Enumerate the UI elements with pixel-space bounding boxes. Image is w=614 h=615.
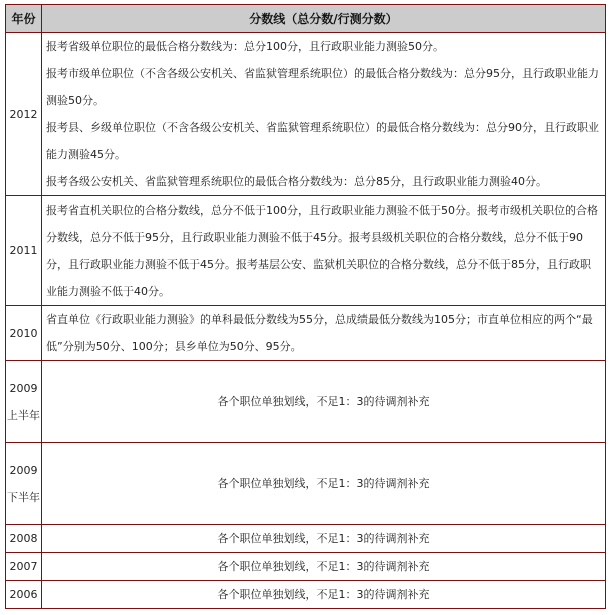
table-row xyxy=(6,443,606,525)
score-cell: 各个职位单独划线，不足1：3的待调剂补充 xyxy=(42,443,606,525)
header-row xyxy=(6,5,606,33)
score-cell: 各个职位单独划线，不足1：3的待调剂补充 xyxy=(42,361,606,443)
score-paragraph: 报考县、乡级单位职位（不含各级公安机关、省监狱管理系统职位）的最低合格分数线为：总分90分，且行政职业能力测验45分。 xyxy=(46,121,599,161)
table-row xyxy=(6,361,606,443)
header-year: 年份 xyxy=(6,5,42,33)
score-cell: 各个职位单独划线，不足1：3的待调剂补充 xyxy=(42,525,606,553)
year-cell: 2009下半年 xyxy=(6,443,42,525)
table-row xyxy=(6,525,606,553)
year-cell: 2011 xyxy=(6,196,42,306)
table-row xyxy=(6,553,606,581)
table-row xyxy=(6,196,606,306)
year-cell: 2009上半年 xyxy=(6,361,42,443)
score-cell: 各个职位单独划线，不足1：3的待调剂补充 xyxy=(42,581,606,609)
year-cell: 2006 xyxy=(6,581,42,609)
score-table xyxy=(5,4,606,609)
score-cell: 省直单位《行政职业能力测验》的单科最低分数线为55分，总成绩最低分数线为105分；市直单位相应的两个“最低”分别为50分、100分；县乡单位为50分、95分。 xyxy=(42,306,606,361)
score-paragraph: 报考省级单位职位的最低合格分数线为：总分100分，且行政职业能力测验50分。 xyxy=(46,40,444,53)
score-cell: 报考省直机关职位的合格分数线，总分不低于100分，且行政职业能力测验不低于50分。报考市级机关职位的合格分数线，总分不低于95分，且行政职业能力测验不低于45分。报考县级机关职位的合格分数线，总分不低于90分，且行政职业能力测验不低于45分。报考基层公安、监狱机关职位的合格分数线，总分不低于85分，且行政职业能力测验不低于40分。 xyxy=(42,196,606,306)
score-cell xyxy=(42,33,606,196)
header-score: 分数线（总分数/行测分数） xyxy=(42,5,606,33)
year-cell: 2012 xyxy=(6,33,42,196)
table-row xyxy=(6,33,606,196)
score-paragraph: 报考各级公安机关、省监狱管理系统职位的最低合格分数线为：总分85分，且行政职业能力测验40分。 xyxy=(46,175,547,188)
year-cell: 2007 xyxy=(6,553,42,581)
year-cell: 2010 xyxy=(6,306,42,361)
table-row xyxy=(6,306,606,361)
score-paragraph: 报考市级单位职位（不含各级公安机关、省监狱管理系统职位）的最低合格分数线为：总分95分，且行政职业能力测验50分。 xyxy=(46,67,599,107)
score-cell: 各个职位单独划线，不足1：3的待调剂补充 xyxy=(42,553,606,581)
year-cell: 2008 xyxy=(6,525,42,553)
table-row xyxy=(6,581,606,609)
